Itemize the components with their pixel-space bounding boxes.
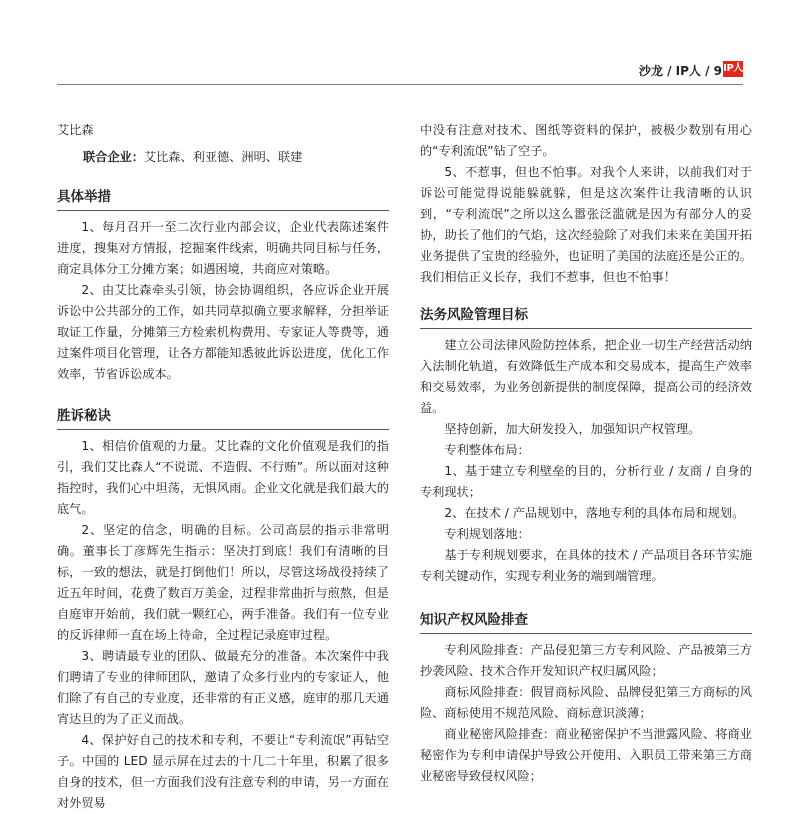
paragraph: 1、基于建立专利壁垒的目的，分析行业 / 友商 / 自身的专利现状； — [420, 464, 752, 499]
ip-logo: IP人 — [723, 61, 743, 77]
paragraph: 坚持创新，加大研发投入，加强知识产权管理。 — [444, 422, 701, 436]
paragraph: 3、聘请最专业的团队、做最充分的准备。本次案件中我们聘请了专业的律师团队，邀请了众多行业内的专家证人，他们除了有自己的专业度，还非常的有正义感，庭审的那几天通宵达旦的为了正义而战。 — [57, 649, 389, 726]
joint-companies — [57, 147, 389, 168]
left-column — [57, 120, 389, 814]
paragraph: 2、坚定的信念，明确的目标。公司高层的指示非常明确。董事长丁彦辉先生指示：坚决打到底！我们有清晰的目标，一致的想法，就是打倒他们！所以，尽管这场战役持续了近五年时间，花费了数百万美金，过程非常曲折与煎熬，但是自庭审开始前，我们就一颗红心，两手准备。我们有一位专业的反诉律师一直在场上待命，全过程记录庭审过程。 — [57, 523, 389, 642]
paragraph: 基于专利规划要求，在具体的技术 / 产品项目各环节实施专利关键动作，实现专利业务的端到端管理。 — [420, 548, 752, 583]
paragraph: 1、每月召开一至二次行业内部会议，企业代表陈述案件进度，搜集对方情报，挖掘案件线索，明确共同目标与任务，商定具体分工分摊方案；如遇困境，共商应对策略。 — [57, 220, 389, 276]
article-source: 艾比森 — [57, 123, 94, 137]
header-rule — [57, 84, 743, 85]
section-heading-ip-risk-check: 知识产权风险排查 — [420, 609, 752, 634]
paragraph: 专利风险排查：产品侵犯第三方专利风险、产品被第三方抄袭风险、技术合作开发知识产权归属风险； — [420, 643, 752, 678]
section-heading-keys-to-win: 胜诉秘诀 — [57, 405, 389, 430]
paragraph: 商业秘密风险排查：商业秘密保护不当泄露风险、将商业秘密作为专利申请保护导致公开使用、入职员工带来第三方商业秘密导致侵权风险； — [420, 727, 752, 783]
right-column — [420, 120, 752, 787]
paragraph: 商标风险排查：假冒商标风险、品牌侵犯第三方商标的风险、商标使用不规范风险、商标意识淡薄； — [420, 685, 752, 720]
companies-value: 艾比森、利亚德、洲明、联建 — [143, 150, 303, 164]
paragraph: 2、由艾比森牵头引领，协会协调组织，各应诉企业开展诉讼中公共部分的工作，如共同草拟确立要求解释，分担举证取证工作量，分摊第三方检索机构费用、专家证人等费等，通过案件项目化管理，让各方都能知悉彼此诉讼进度，优化工作效率，节省诉讼成本。 — [57, 283, 389, 381]
paragraph: 1、相信价值观的力量。艾比森的文化价值观是我们的指引，我们艾比森人“不说谎、不造假、不行贿”。所以面对这种指控时，我们心中坦荡，无惧风雨。企业文化就是我们最大的底气。 — [57, 439, 389, 516]
paragraph: 5、不惹事，但也不怕事。对我个人来讲，以前我们对于诉讼可能觉得说能躲就躲，但是这次案件让我清晰的认识到，“专利流氓”之所以这么嚣张泛滥就是因为有部分人的妥协，助长了他们的气焰，这次经验除了对我们未来在美国开拓业务提供了宝贵的经验外，也证明了美国的法庭还是公正的。我们相信正义长存，我们不惹事，但也不怕事！ — [420, 165, 752, 284]
paragraph: 4、保护好自己的技术和专利，不要让“专利流氓”再钻空子。中国的 LED 显示屏在过去的十几二十年里，积累了很多自身的技术，但一方面我们没有注意专利的申请，另一方面在对外贸易 — [57, 733, 389, 810]
section-heading-measures: 具体举措 — [57, 186, 389, 211]
paragraph: 2、在技术 / 产品规划中，落地专利的具体布局和规划。 — [444, 506, 745, 520]
paragraph: 建立公司法律风险防控体系，把企业一切生产经营活动纳入法制化轨道，有效降低生产成本和交易成本，提高生产效率和交易效率，为业务创新提供的制度保障，提高公司的经济效益。 — [420, 338, 752, 415]
section-heading-legal-risk-goals: 法务风险管理目标 — [420, 304, 752, 329]
running-header: 沙龙 / IP人 / 9 — [638, 64, 722, 78]
companies-label: 联合企业： — [83, 150, 144, 164]
paragraph: 专利规划落地： — [444, 527, 530, 541]
paragraph: 专利整体布局： — [444, 443, 530, 457]
paragraph-continued: 中没有注意对技术、图纸等资料的保护，被极少数别有用心的“专利流氓”钻了空子。 — [420, 123, 752, 158]
